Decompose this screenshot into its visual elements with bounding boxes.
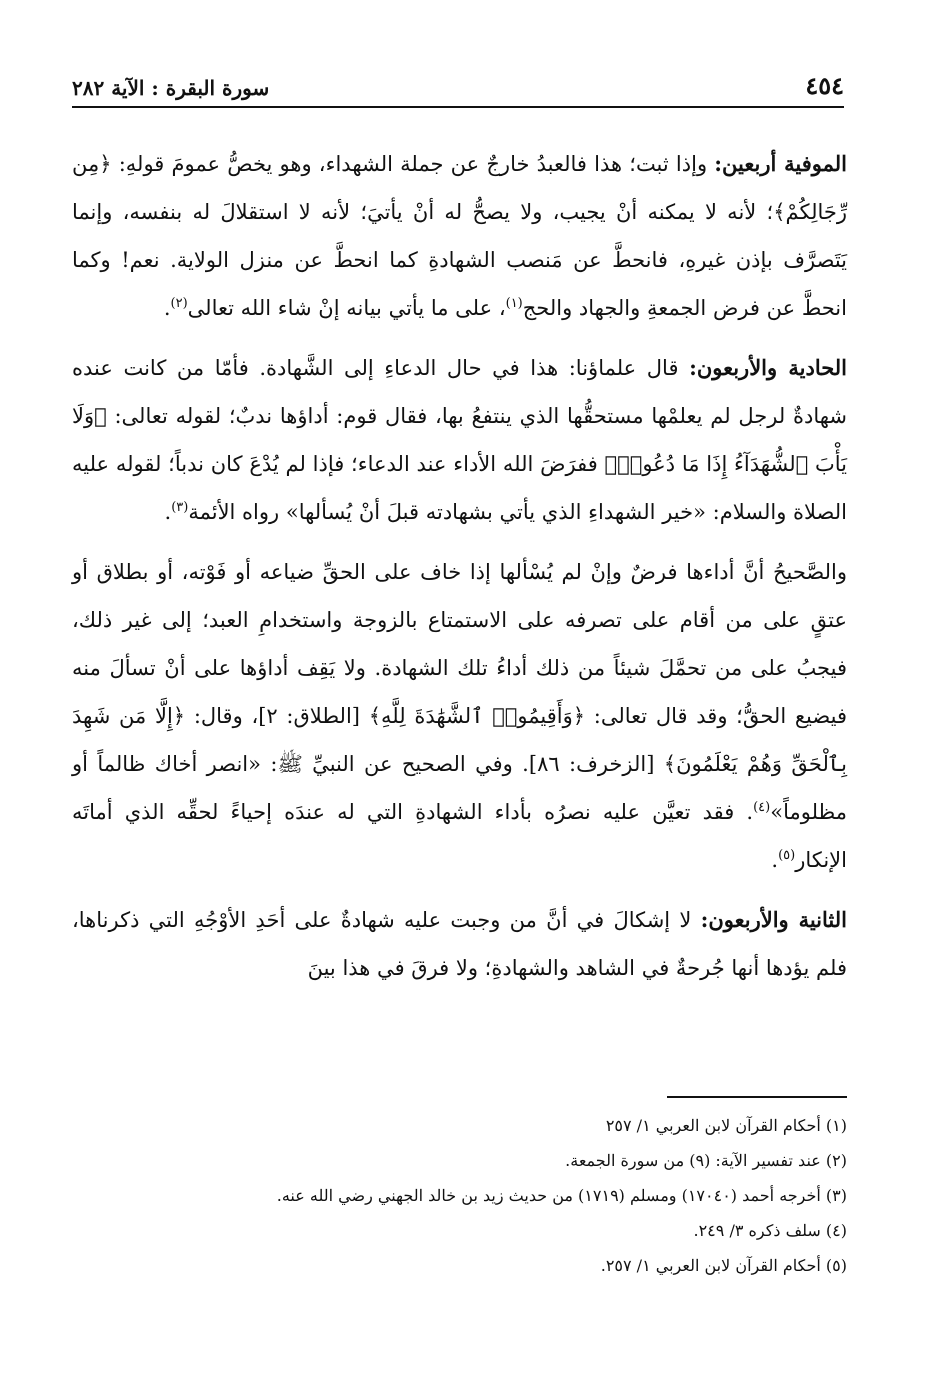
paragraph-41 <box>72 344 847 536</box>
footnote-ref: (٣) <box>171 500 189 515</box>
paragraph-41-continued <box>72 548 847 884</box>
footnote-item: (٢) عند تفسير الآية: (٩) من سورة الجمعة. <box>565 1151 847 1170</box>
paragraph-text: . فقد تعيَّن عليه نصرُه بأداء الشهادةِ التي له عندَه إحياءً لحقِّه الذي أماتَه الإنكار <box>72 800 847 872</box>
paragraph-text: لا إشكالَ في أنَّ من وجبت عليه شهادةٌ على أحَدِ الأوْجُهِ التي ذكرناها، فلم يؤدها أنها جُرحةٌ في الشاهد والشهادةِ؛ ولا فرقَ في هذا بينَ <box>72 908 847 980</box>
paragraph-text: وإذا ثبت؛ هذا فالعبدُ خارجٌ عن جملة الشهداء، وهو يخصُّ عمومَ قولهِ: ﴿مِن رِّجَالِكُمْ﴾؛ لأنه لا يمكنه أنْ يجيب، ولا يصحُّ له أنْ يأتيَ؛ لأنه لا استقلالَ له بنفسه، وإنما يَتَصرَّف بإذن غيرهِ، فانحطَّ عن مَنصب الشهادةِ كما انحطَّ عن منزل الولاية. نعم! وكما انحطَّ عن فرض الجمعةِ والجهاد والحج <box>72 152 847 320</box>
footnote-ref: (٥) <box>778 848 796 863</box>
issue-heading: الحادية والأربعون: <box>689 355 847 380</box>
footnote-divider <box>667 1096 847 1098</box>
paragraph-text: . <box>771 848 779 872</box>
main-text <box>72 140 847 1004</box>
surah-verse-title: سورة البقرة : الآية ٢٨٢ <box>72 76 270 100</box>
paragraph-text: ، على ما يأتي بيانه إنْ شاء الله تعالى <box>187 296 506 320</box>
issue-heading: الموفية أربعين: <box>714 151 847 176</box>
paragraph-40 <box>72 140 847 332</box>
footnotes-list <box>72 1108 847 1283</box>
footnote-ref: (٤) <box>753 800 771 815</box>
running-header <box>72 60 844 108</box>
paragraph-text: قال علماؤنا: هذا في حال الدعاءِ إلى الشَّهادة. فأمّا من كانت عنده شهادةٌ لرجل لم يعلمْها مستحقُّها الذي ينتفعُ بها، فقال قوم: أداؤها ندبٌ؛ لقوله تعالى: ﴿وَلَا يَأْبَ ٱلشُّهَدَآءُ إِذَا مَا دُعُوا۟﴾ ففرَضَ الله الأداء عند الدعاء؛ فإذا لم يُدْعَ كان ندباً؛ لقوله عليه الصلاة والسلام: «خير الشهداءِ الذي يأتي بشهادته قبلَ أنْ يُسألها» رواه الأئمة <box>72 356 847 524</box>
footnote-ref: (٢) <box>170 296 188 311</box>
paragraph-text: والصَّحيحُ أنَّ أداءها فرضٌ وإنْ لم يُسْألها إذا خاف على الحقِّ ضياعه أو فَوْته، أو بطلاق أو عتقٍ على من أقام على تصرفه على الاستمتاع بالزوجة واستخدامِ العبد؛ إلى غير ذلك، فيجبُ على من تحمَّلَ شيئاً من ذلك أداءُ تلك الشهادة. ولا يَقِف أداؤها على أنْ تسألَ منه فيضيع الحقُّ؛ وقد قال تعالى: ﴿وَأَقِيمُوا۟ ٱلشَّهَٰدَةَ لِلَّهِ﴾ [الطلاق: ٢]، وقال: ﴿إِلَّا مَن شَهِدَ بِٱلْحَقِّ وَهُمْ يَعْلَمُونَ﴾ [الزخرف: ٨٦]. وفي الصحيح عن النبيِّ ﷺ: «انصر أخاك ظالماً أو مظلوماً» <box>72 560 847 824</box>
footnote-item: (٥) أحكام القرآن لابن العربي ١/ ٢٥٧. <box>600 1256 847 1275</box>
paragraph-text: . <box>164 500 172 524</box>
page-number: ٤٥٤ <box>805 71 844 100</box>
footnote-item: (٣) أخرجه أحمد (١٧٠٤٠) ومسلم (١٧١٩) من حديث زيد بن خالد الجهني رضي الله عنه. <box>276 1186 847 1205</box>
issue-heading: الثانية والأربعون: <box>700 907 847 932</box>
footnote-ref: (١) <box>505 296 523 311</box>
footnote-item: (١) أحكام القرآن لابن العربي ١/ ٢٥٧ <box>605 1116 847 1135</box>
paragraph-42 <box>72 896 847 992</box>
paragraph-text: . <box>163 296 171 320</box>
footnote-item: (٤) سلف ذكره ٣/ ٢٤٩. <box>693 1221 847 1240</box>
